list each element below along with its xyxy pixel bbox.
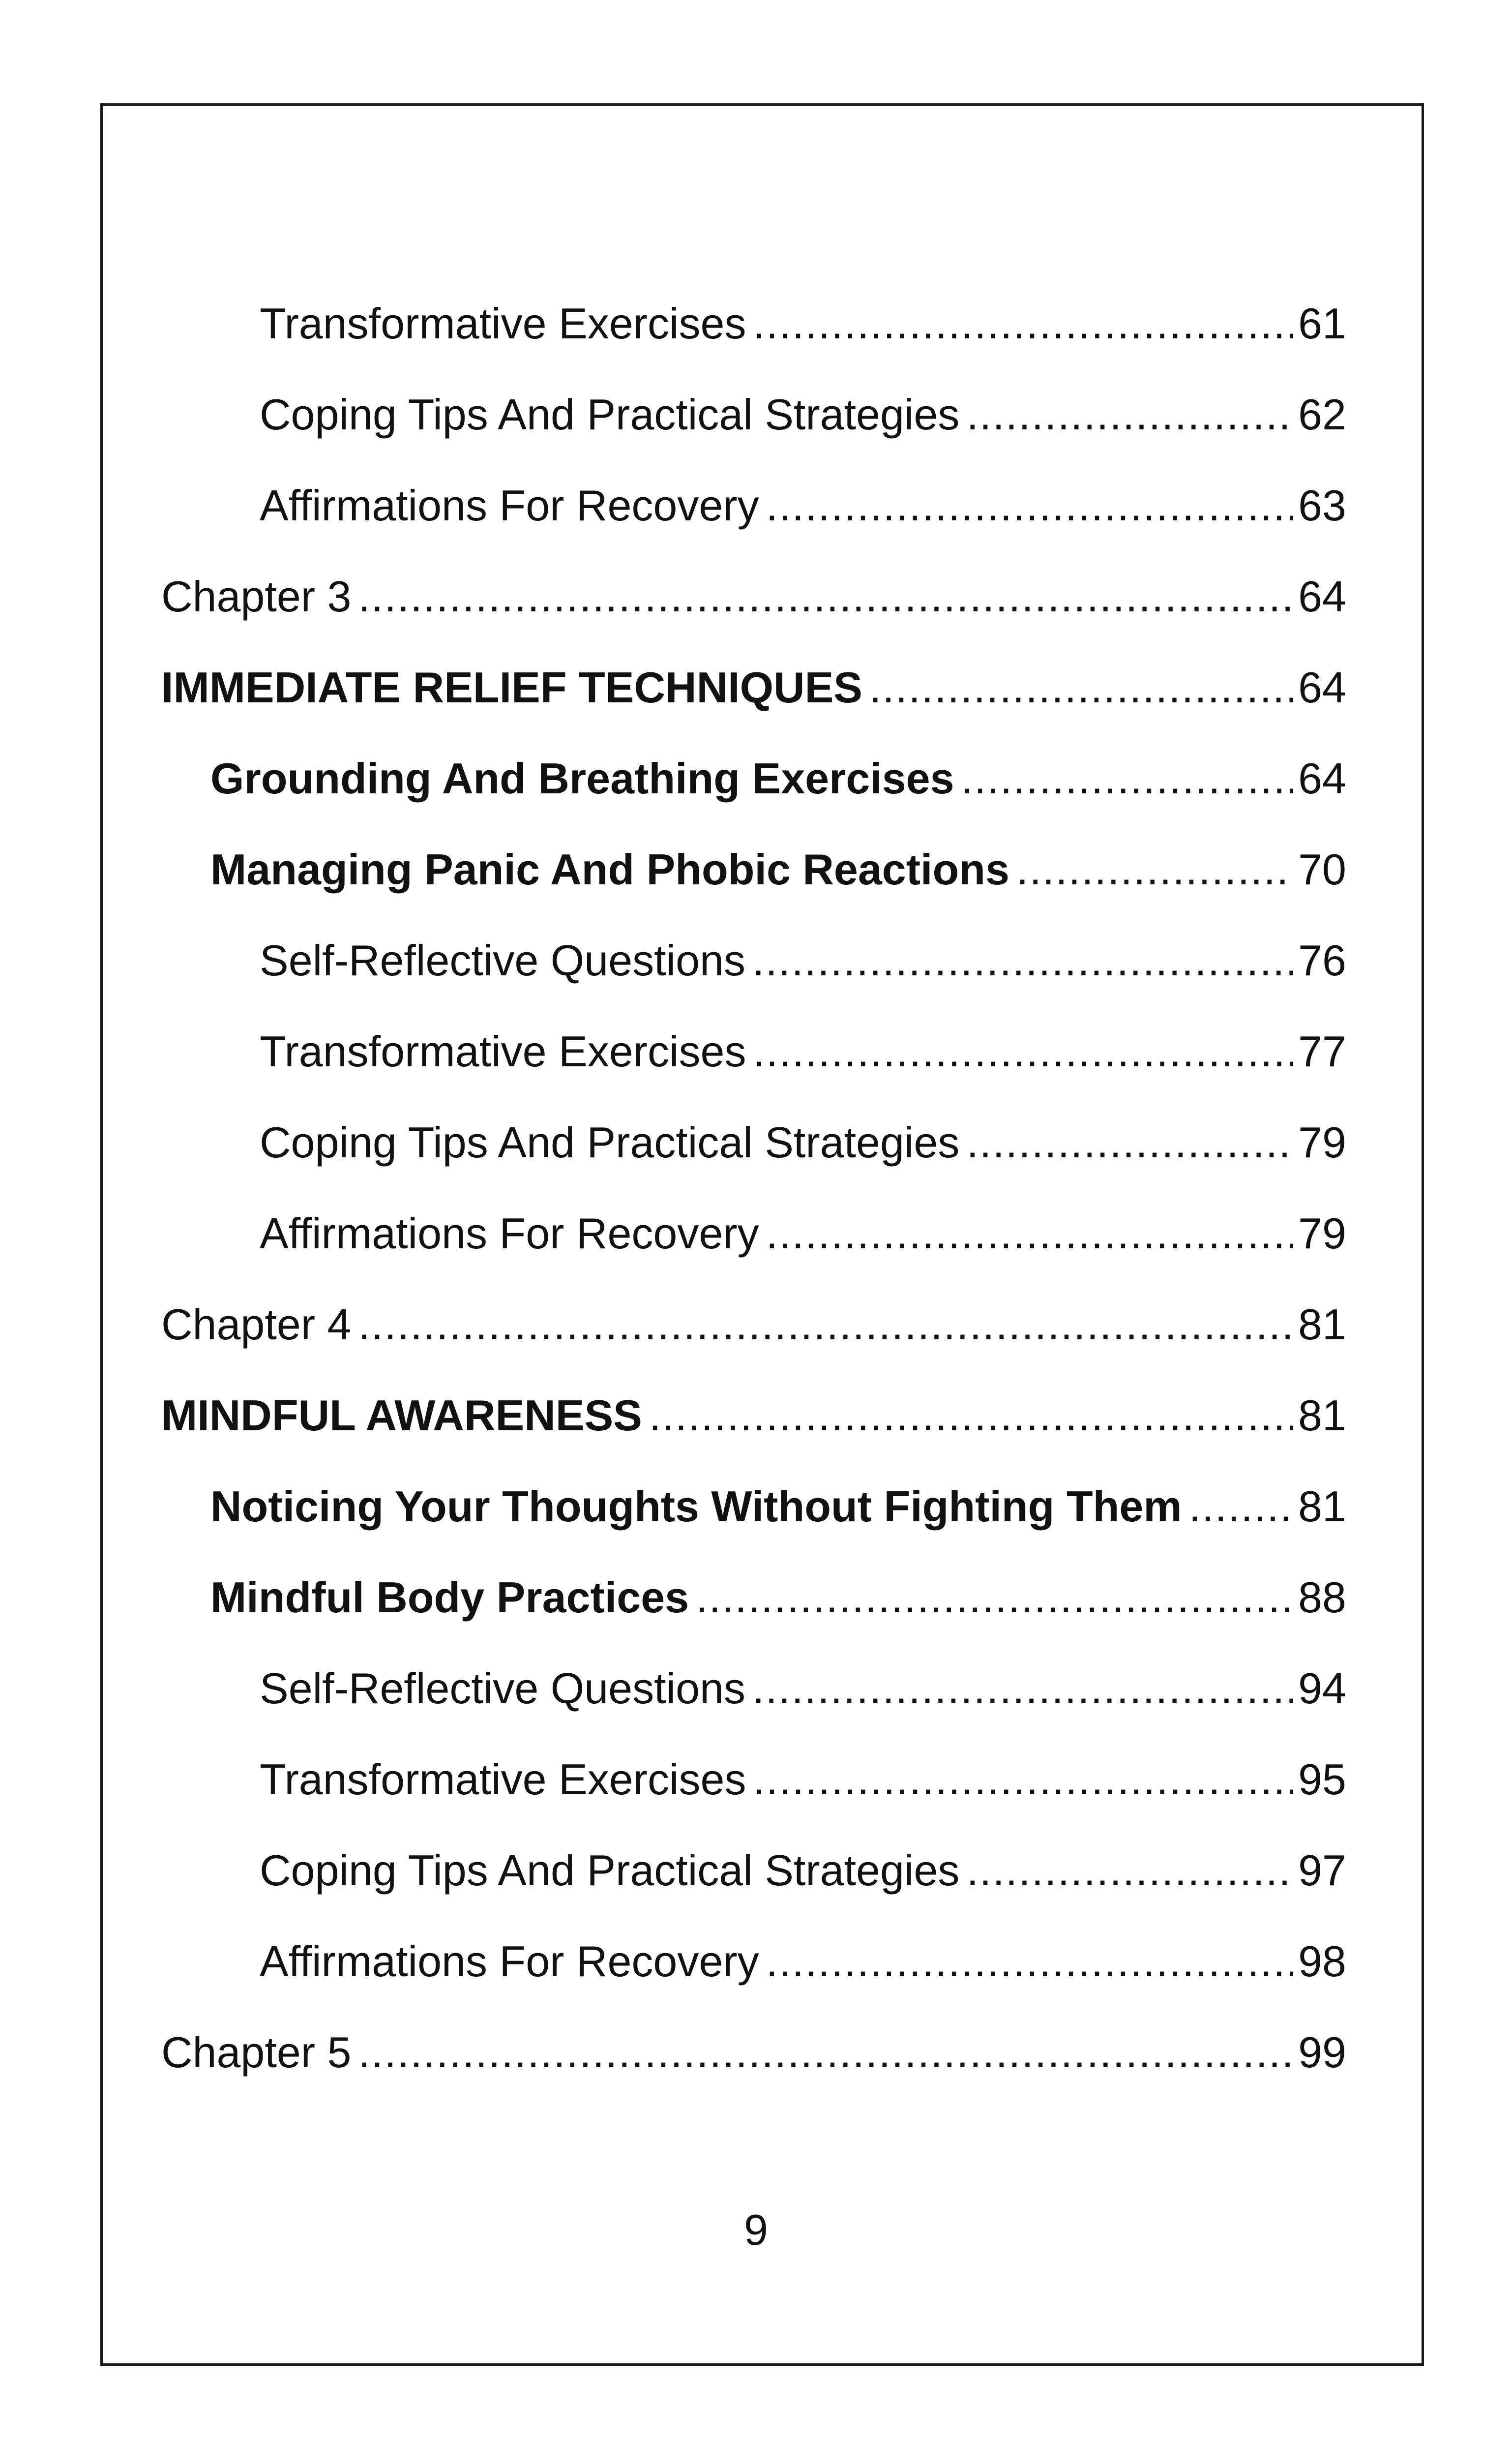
toc-entry-title: Managing Panic And Phobic Reactions <box>210 844 1009 894</box>
toc-entry-page-number: 99 <box>1298 2027 1346 2077</box>
toc-entry-title: Transformative Exercises <box>260 299 746 348</box>
toc-entry-page-number: 81 <box>1298 1481 1346 1531</box>
toc-entry-title: Coping Tips And Practical Strategies <box>260 1845 960 1895</box>
dot-leader <box>961 757 1294 800</box>
toc-entry[interactable] <box>161 278 1346 369</box>
page-number: 9 <box>744 2205 768 2254</box>
toc-entry[interactable] <box>161 1188 1346 1279</box>
toc-entry[interactable] <box>161 642 1346 733</box>
dot-leader <box>869 666 1293 709</box>
toc-entry-page-number: 98 <box>1298 1936 1346 1986</box>
dot-leader <box>752 1667 1293 1710</box>
dot-leader <box>696 1576 1293 1619</box>
toc-entry-title: Chapter 3 <box>161 572 352 621</box>
toc-entry[interactable] <box>161 824 1346 915</box>
dot-leader <box>358 575 1293 618</box>
toc-entry-title: Affirmations For Recovery <box>260 481 759 530</box>
dot-leader <box>1016 848 1293 891</box>
toc-entry-title: Affirmations For Recovery <box>260 1936 759 1986</box>
toc-entry-page-number: 79 <box>1298 1208 1346 1258</box>
toc-entry[interactable] <box>161 1825 1346 1916</box>
toc-entry-page-number: 63 <box>1298 481 1346 530</box>
dot-leader <box>966 393 1293 436</box>
toc-entry[interactable] <box>161 1734 1346 1825</box>
toc-entry[interactable] <box>161 1643 1346 1734</box>
toc-entry-title: Self-Reflective Questions <box>260 935 745 985</box>
toc-entry[interactable] <box>161 915 1346 1006</box>
dot-leader <box>753 1030 1293 1073</box>
toc-entry-title: Affirmations For Recovery <box>260 1208 759 1258</box>
toc-entry-page-number: 94 <box>1298 1663 1346 1713</box>
toc-entry-title: Noticing Your Thoughts Without Fighting Them <box>210 1481 1182 1531</box>
toc-entry-title: Mindful Body Practices <box>210 1572 689 1622</box>
toc-entry-title: Coping Tips And Practical Strategies <box>260 390 960 439</box>
dot-leader <box>766 1940 1294 1983</box>
toc-entry-title: IMMEDIATE RELIEF TECHNIQUES <box>161 663 862 712</box>
toc-entry[interactable] <box>161 2007 1346 2098</box>
toc-entry-page-number: 70 <box>1298 844 1346 894</box>
toc-entry-title: Grounding And Breathing Exercises <box>210 754 954 803</box>
toc-entry[interactable] <box>161 1916 1346 2007</box>
toc-entry[interactable] <box>161 1461 1346 1552</box>
toc-entry[interactable] <box>161 551 1346 642</box>
toc-entry-page-number: 64 <box>1298 663 1346 712</box>
toc-entry[interactable] <box>161 733 1346 824</box>
toc-entry-page-number: 61 <box>1298 299 1346 348</box>
toc-entry-title: Coping Tips And Practical Strategies <box>260 1117 960 1167</box>
toc-entry[interactable] <box>161 1370 1346 1461</box>
dot-leader <box>753 1758 1293 1801</box>
dot-leader <box>1189 1485 1294 1528</box>
toc-entry-page-number: 77 <box>1298 1026 1346 1076</box>
dot-leader <box>766 484 1294 527</box>
toc-entry-page-number: 81 <box>1298 1299 1346 1349</box>
toc-entry[interactable] <box>161 369 1346 460</box>
toc-entry-title: Chapter 5 <box>161 2027 352 2077</box>
toc-entry[interactable] <box>161 1006 1346 1097</box>
toc-entry-title: Self-Reflective Questions <box>260 1663 745 1713</box>
toc-entry-page-number: 79 <box>1298 1117 1346 1167</box>
toc-entry-page-number: 76 <box>1298 935 1346 985</box>
dot-leader <box>966 1849 1293 1892</box>
toc-entry-title: Transformative Exercises <box>260 1026 746 1076</box>
toc-entry-title: Transformative Exercises <box>260 1754 746 1804</box>
toc-entry-page-number: 64 <box>1298 754 1346 803</box>
toc-entry-title: Chapter 4 <box>161 1299 352 1349</box>
toc-entry-page-number: 88 <box>1298 1572 1346 1622</box>
toc-entry-page-number: 97 <box>1298 1845 1346 1895</box>
toc-entry[interactable] <box>161 460 1346 551</box>
toc-entry[interactable] <box>161 1552 1346 1643</box>
toc-entry-page-number: 95 <box>1298 1754 1346 1804</box>
dot-leader <box>649 1394 1293 1437</box>
dot-leader <box>358 2031 1293 2074</box>
dot-leader <box>752 939 1293 982</box>
dot-leader <box>966 1121 1293 1164</box>
dot-leader <box>753 302 1293 345</box>
toc-entry-page-number: 64 <box>1298 572 1346 621</box>
toc-entry[interactable] <box>161 1279 1346 1370</box>
toc-entry-title: MINDFUL AWARENESS <box>161 1390 642 1440</box>
table-of-contents <box>161 278 1346 2098</box>
dot-leader <box>766 1212 1294 1255</box>
toc-entry-page-number: 62 <box>1298 390 1346 439</box>
toc-entry[interactable] <box>161 1097 1346 1188</box>
dot-leader <box>358 1303 1293 1346</box>
toc-entry-page-number: 81 <box>1298 1390 1346 1440</box>
